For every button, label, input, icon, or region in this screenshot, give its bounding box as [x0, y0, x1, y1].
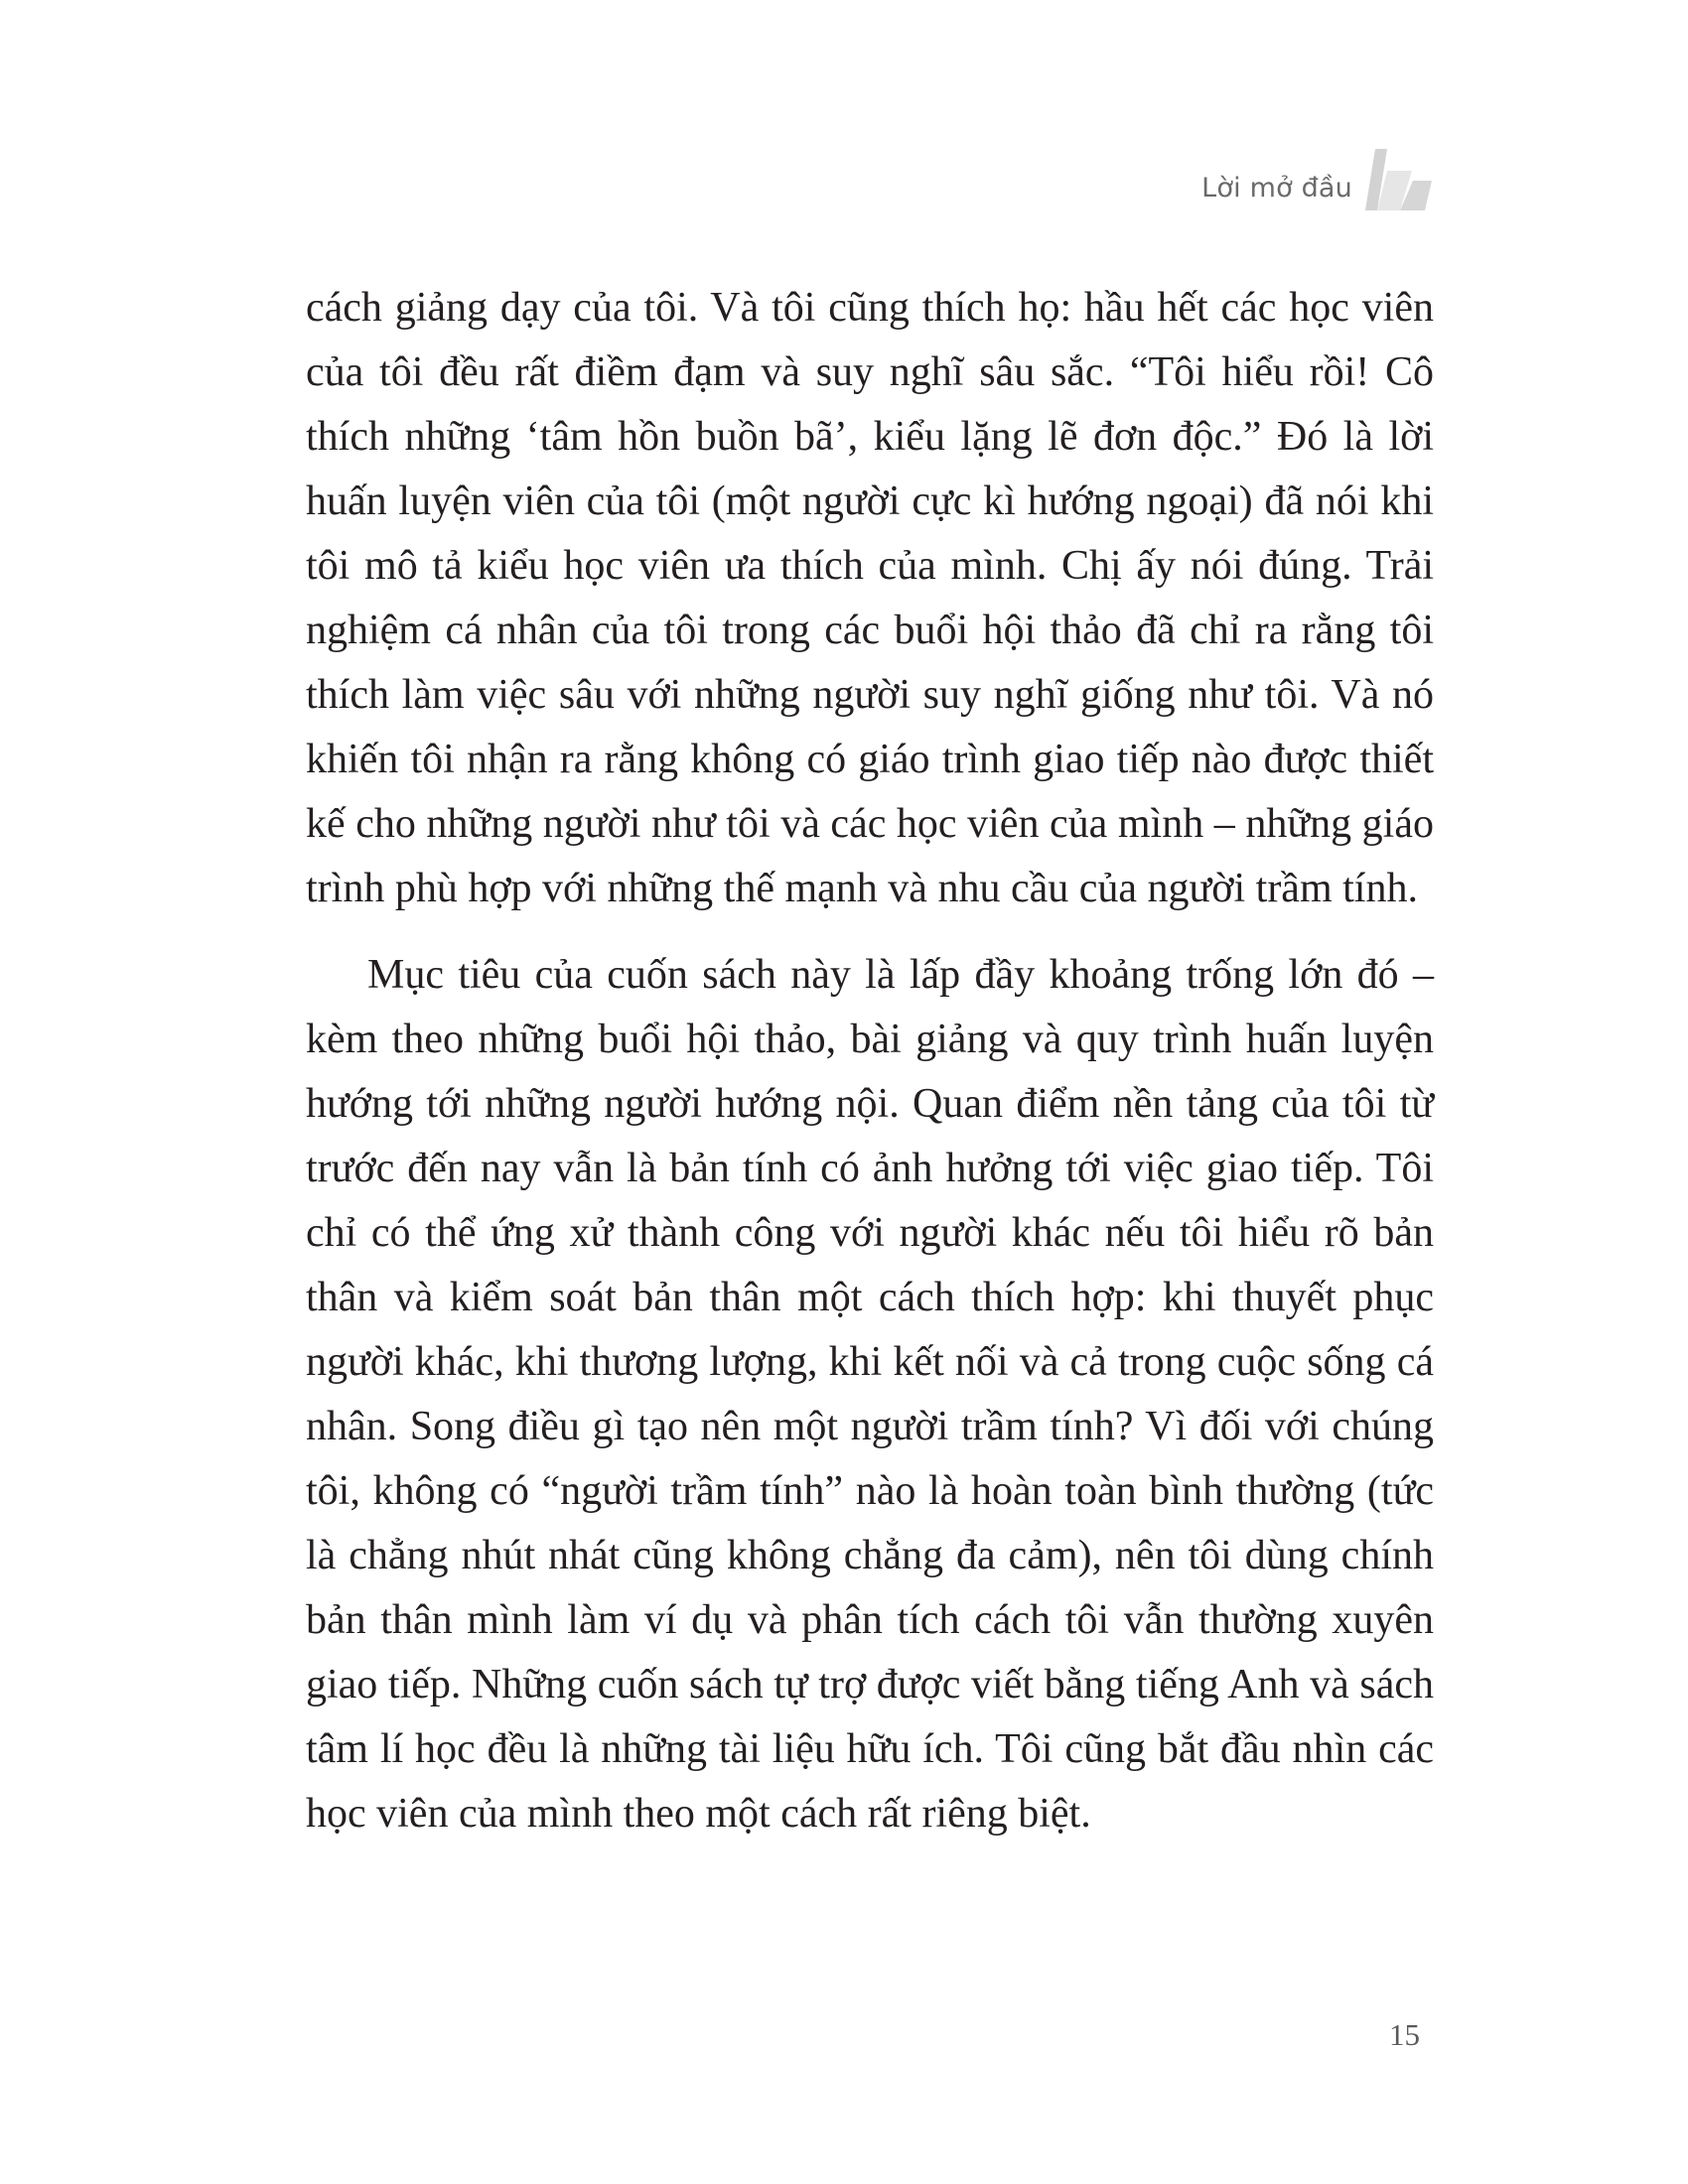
- body-text: [306, 276, 1434, 1846]
- slanted-bars-logo-icon: [1358, 145, 1438, 214]
- paragraph-2: Mục tiêu của cuốn sách này là lấp đầy khoảng trống lớn đó – kèm theo những buổi hội thảo, bài giảng và quy trình huấn luyện hướng tới những người hướng nội. Quan điểm nền tảng của tôi từ trước đến nay vẫn là bản tính có ảnh hưởng tới việc giao tiếp. Tôi chỉ có thể ứng xử thành công với người khác nếu tôi hiểu rõ bản thân và kiểm soát bản thân một cách thích hợp: khi thuyết phục người khác, khi thương lượng, khi kết nối và cả trong cuộc sống cá nhân. Song điều gì tạo nên một người trầm tính? Vì đối với chúng tôi, không có “người trầm tính” nào là hoàn toàn bình thường (tức là chẳng nhút nhát cũng không chẳng đa cảm), nên tôi dùng chính bản thân mình làm ví dụ và phân tích cách tôi vẫn thường xuyên giao tiếp. Những cuốn sách tự trợ được viết bằng tiếng Anh và sách tâm lí học đều là những tài liệu hữu ích. Tôi cũng bắt đầu nhìn các học viên của mình theo một cách rất riêng biệt.: [306, 952, 1434, 1837]
- page-number: 15: [1389, 2017, 1420, 2052]
- running-header-section-title: Lời mở đầu: [1201, 173, 1352, 204]
- paragraph-1: cách giảng dạy của tôi. Và tôi cũng thích họ: hầu hết các học viên của tôi đều rất điềm đạm và suy nghĩ sâu sắc. “Tôi hiểu rồi! Cô thích những ‘tâm hồn buồn bã’, kiểu lặng lẽ đơn độc.” Đó là lời huấn luyện viên của tôi (một người cực kì hướng ngoại) đã nói khi tôi mô tả kiểu học viên ưa thích của mình. Chị ấy nói đúng. Trải nghiệm cá nhân của tôi trong các buổi hội thảo đã chỉ ra rằng tôi thích làm việc sâu với những người suy nghĩ giống như tôi. Và nó khiến tôi nhận ra rằng không có giáo trình giao tiếp nào được thiết kế cho những người như tôi và các học viên của mình – những giáo trình phù hợp với những thế mạnh và nhu cầu của người trầm tính.: [306, 285, 1434, 911]
